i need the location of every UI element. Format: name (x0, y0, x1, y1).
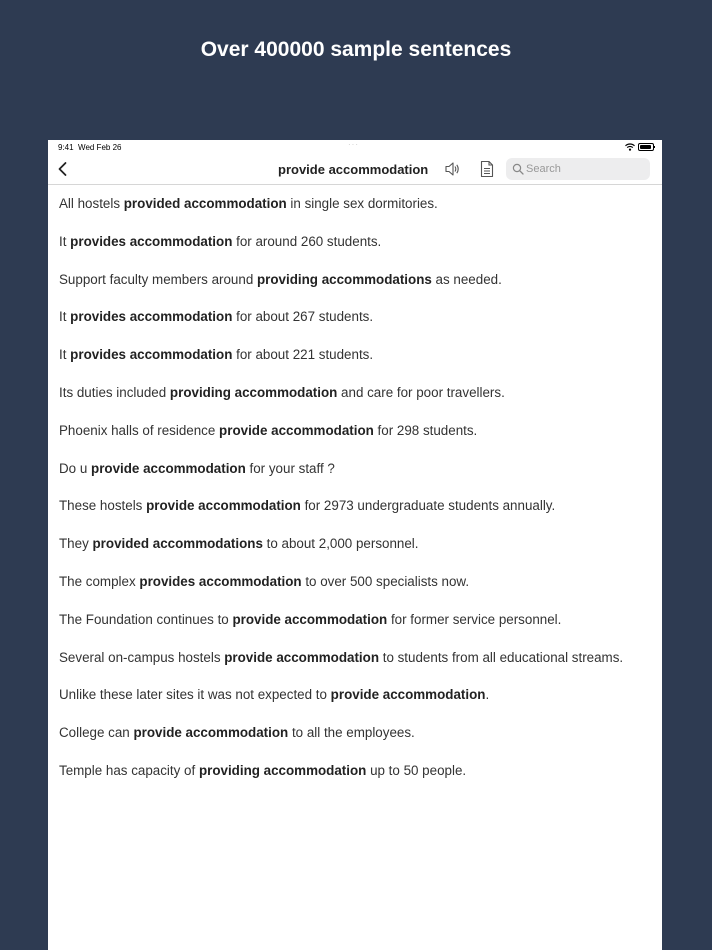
navigation-bar (48, 154, 662, 185)
sentence-item[interactable] (59, 347, 654, 385)
sentence-suffix: up to 50 people. (366, 762, 467, 778)
sentence-highlight: provide accommodation (133, 725, 289, 741)
sentence-suffix: for 298 students. (373, 422, 478, 438)
document-icon[interactable] (479, 160, 495, 178)
sentence-suffix: for your staff ? (245, 460, 335, 476)
sentence-highlight: provide accommodation (330, 687, 486, 703)
wifi-icon (625, 143, 635, 151)
sentence-prefix: It (59, 347, 71, 363)
sentence-item[interactable] (59, 763, 654, 801)
sentence-prefix: Several on-campus hostels (59, 649, 225, 665)
sentence-item[interactable] (59, 309, 654, 347)
sentence-prefix: Temple has capacity of (59, 762, 199, 778)
status-bar (48, 140, 662, 154)
sentence-prefix: It (59, 309, 71, 325)
battery-icon (638, 143, 654, 151)
status-date: Wed Feb 26 (78, 143, 122, 152)
sentence-item[interactable] (59, 234, 654, 272)
sentence-suffix: as needed. (431, 271, 502, 287)
promo-title: Over 400000 sample sentences (200, 38, 512, 61)
sentence-highlight: provided accommodations (92, 536, 263, 552)
sentence-highlight: provide accommodation (232, 611, 388, 627)
battery-cap (654, 146, 655, 148)
status-time (58, 143, 121, 152)
sentence-suffix: in single sex dormitories. (286, 196, 438, 211)
sentence-prefix: It (59, 233, 71, 249)
sentence-highlight: provides accommodation (139, 573, 302, 589)
chevron-left-icon[interactable] (52, 158, 74, 180)
battery-level-fill (640, 145, 651, 149)
sentence-highlight: provide accommodation (146, 498, 301, 514)
sentence-prefix: Unlike these later sites it was not expected to (59, 687, 331, 703)
sentence-item[interactable] (59, 725, 654, 763)
sentence-item[interactable] (59, 536, 654, 574)
sentence-prefix: The complex (59, 573, 140, 589)
sentence-highlight: providing accommodation (169, 384, 338, 400)
sentence-highlight: provided accommodation (123, 196, 287, 211)
sentence-highlight: provides accommodation (70, 233, 233, 249)
sentence-item[interactable] (59, 498, 654, 536)
sentence-highlight: provides accommodation (70, 309, 233, 325)
sentence-suffix: and care for poor travellers. (337, 384, 505, 400)
sentence-prefix: They (59, 536, 93, 552)
sentence-highlight: providing accommodation (198, 762, 367, 778)
sentence-highlight: provide accommodation (224, 649, 379, 665)
sentence-highlight: provides accommodation (70, 347, 233, 363)
app-window (48, 140, 662, 950)
sentence-prefix: Phoenix halls of residence (59, 422, 220, 438)
sentence-suffix: to students from all educational streams. (379, 649, 624, 665)
sentence-suffix: for around 260 students. (232, 233, 382, 249)
sentence-suffix: to about 2,000 personnel. (262, 536, 419, 552)
sentence-item[interactable] (59, 650, 654, 688)
sentence-prefix: The Foundation continues to (59, 611, 233, 627)
page-title: provide accommodation (278, 162, 429, 177)
sentence-item[interactable] (59, 574, 654, 612)
status-clock: 9:41 (58, 143, 74, 152)
sentence-suffix: for former service personnel. (387, 611, 562, 627)
sentence-highlight: providing accommodations (256, 271, 432, 287)
multitasking-dots-icon[interactable]: ··· (348, 140, 359, 149)
sentence-prefix: All hostels (59, 196, 124, 211)
search-field[interactable] (506, 158, 650, 180)
sentence-suffix: to over 500 specialists now. (301, 573, 470, 589)
sentence-suffix: to all the employees. (288, 725, 415, 741)
sentence-item[interactable] (59, 612, 654, 650)
sentence-suffix: for 2973 undergraduate students annually. (300, 498, 556, 514)
sentence-prefix: Do u (59, 460, 92, 476)
sentence-highlight: provide accommodation (91, 460, 246, 476)
speaker-icon[interactable] (444, 160, 462, 178)
sentence-suffix: for about 267 students. (232, 309, 374, 325)
sentence-list (59, 196, 654, 801)
sentence-item[interactable] (59, 461, 654, 499)
sentence-item[interactable] (59, 272, 654, 310)
sentence-item[interactable] (59, 687, 654, 725)
magnifier-icon (512, 163, 524, 175)
sentence-prefix: College can (59, 725, 134, 741)
search-input[interactable] (526, 160, 644, 178)
sentence-prefix: These hostels (59, 498, 147, 514)
sentence-suffix: . (485, 687, 490, 703)
sentence-suffix: for about 221 students. (232, 347, 374, 363)
sentence-prefix: Support faculty members around (59, 271, 257, 287)
sentence-item[interactable] (59, 385, 654, 423)
sentence-highlight: provide accommodation (219, 422, 374, 438)
sentence-prefix: Its duties included (59, 384, 170, 400)
sentence-item[interactable] (59, 196, 654, 234)
sentence-item[interactable] (59, 423, 654, 461)
